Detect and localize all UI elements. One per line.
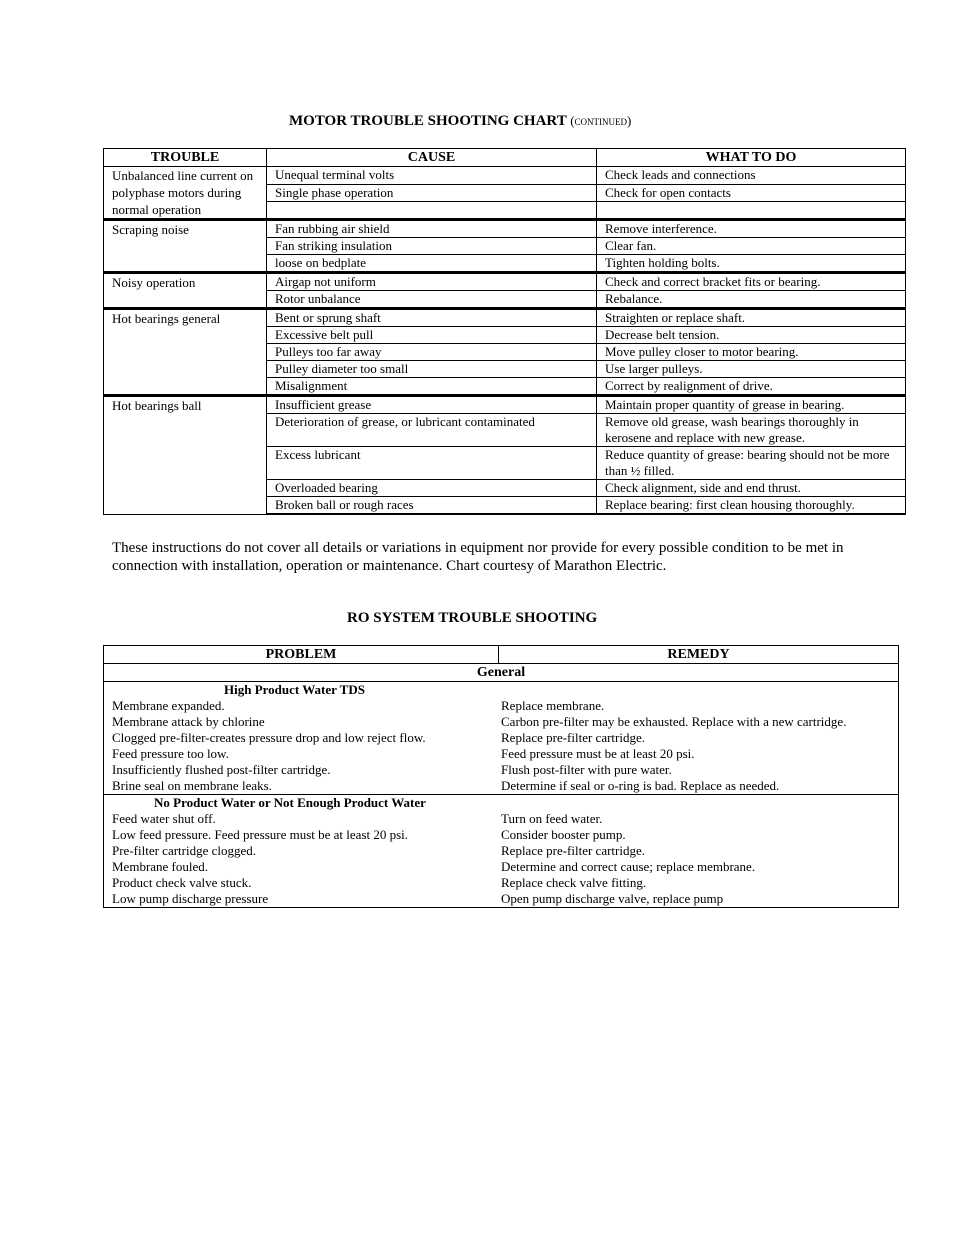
ro-section — [104, 682, 899, 795]
problem-text: Membrane fouled. — [112, 859, 209, 874]
remedy-text: Feed pressure must be at least 20 psi. — [501, 746, 695, 761]
motor-table-body — [104, 167, 906, 515]
cause-cell: Pulleys too far away — [267, 344, 597, 361]
cause-cell: Insufficient grease — [267, 396, 597, 414]
disclaimer-paragraph: These instructions do not cover all details or variations in equipment nor provide for every possible condition to be met in connection with installation, operation or maintenance. Chart courtesy of Marathon Electric. — [112, 540, 844, 574]
trouble-cell: Scraping noise — [104, 220, 267, 273]
motor-chart-title — [289, 113, 631, 130]
remedy-text: Replace pre-filter cartridge. — [501, 730, 645, 745]
remedy-text: Carbon pre-filter may be exhausted. Replace with a new cartridge. — [501, 714, 847, 729]
ro-section-cell — [104, 682, 899, 795]
ro-subsection-title: No Product Water or Not Enough Product Water — [154, 795, 426, 810]
remedy-text: Determine and correct cause; replace membrane. — [501, 859, 756, 874]
remedy-text: Consider booster pump. — [501, 827, 626, 842]
trouble-cell: Unbalanced line current on polyphase motors during normal operation — [104, 167, 267, 220]
table-row — [104, 309, 906, 327]
what-to-do-cell: Check for open contacts — [597, 184, 906, 202]
what-to-do-cell: Maintain proper quantity of grease in bearing. — [597, 396, 906, 414]
remedy-text: Open pump discharge valve, replace pump — [501, 891, 724, 906]
what-to-do-cell: Move pulley closer to motor bearing. — [597, 344, 906, 361]
problem-text: Insufficiently flushed post-filter cartridge. — [112, 762, 331, 777]
cause-cell: Excess lubricant — [267, 447, 597, 480]
problem-column — [112, 795, 501, 907]
header-cause: CAUSE — [267, 149, 597, 167]
header-problem: PROBLEM — [104, 646, 499, 664]
table-row — [104, 167, 906, 185]
what-to-do-cell: Use larger pulleys. — [597, 361, 906, 378]
header-what-to-do: WHAT TO DO — [597, 149, 906, 167]
what-to-do-cell: Straighten or replace shaft. — [597, 309, 906, 327]
motor-chart-title-continued: (continued) — [570, 113, 632, 128]
ro-trouble-table — [103, 645, 899, 908]
remedy-text: Replace pre-filter cartridge. — [501, 843, 645, 858]
what-to-do-cell: Rebalance. — [597, 291, 906, 309]
what-to-do-cell: Check alignment, side and end thrust. — [597, 480, 906, 497]
what-to-do-cell: Tighten holding bolts. — [597, 255, 906, 273]
ro-section-label: General — [104, 664, 899, 682]
header-trouble: TROUBLE — [104, 149, 267, 167]
cause-cell: Deterioration of grease, or lubricant contaminated — [267, 414, 597, 447]
table-row — [104, 273, 906, 291]
cause-cell: Unequal terminal volts — [267, 167, 597, 185]
what-to-do-cell — [597, 202, 906, 220]
problem-text: Low feed pressure. Feed pressure must be at least 20 psi. — [112, 827, 409, 842]
ro-header-row — [104, 646, 899, 664]
remedy-text: Replace membrane. — [501, 698, 605, 713]
trouble-cell: Hot bearings ball — [104, 396, 267, 515]
problem-text: Product check valve stuck. — [112, 875, 252, 890]
table-row — [104, 220, 906, 238]
problem-text: Feed pressure too low. — [112, 746, 229, 761]
what-to-do-cell: Clear fan. — [597, 238, 906, 255]
cause-cell: Misalignment — [267, 378, 597, 396]
ro-subsection-title: High Product Water TDS — [224, 682, 365, 697]
cause-cell: Rotor unbalance — [267, 291, 597, 309]
remedy-text: Turn on feed water. — [501, 811, 603, 826]
motor-header-row — [104, 149, 906, 167]
what-to-do-cell: Replace bearing: first clean housing thoroughly. — [597, 497, 906, 515]
ro-chart-title: RO SYSTEM TROUBLE SHOOTING — [347, 610, 598, 626]
problem-text: Membrane attack by chlorine — [112, 714, 265, 729]
cause-cell: Excessive belt pull — [267, 327, 597, 344]
problem-text: Clogged pre-filter-creates pressure drop and low reject flow. — [112, 730, 426, 745]
problem-text: Feed water shut off. — [112, 811, 216, 826]
table-row — [104, 396, 906, 414]
what-to-do-cell: Correct by realignment of drive. — [597, 378, 906, 396]
cause-cell: Single phase operation — [267, 184, 597, 202]
ro-section-row — [104, 664, 899, 682]
problem-column — [112, 682, 501, 794]
cause-cell — [267, 202, 597, 220]
what-to-do-cell: Reduce quantity of grease: bearing should not be more than ½ filled. — [597, 447, 906, 480]
what-to-do-cell: Check and correct bracket fits or bearing. — [597, 273, 906, 291]
what-to-do-cell: Remove interference. — [597, 220, 906, 238]
cause-cell: Broken ball or rough races — [267, 497, 597, 515]
remedy-column — [501, 795, 890, 907]
problem-text: Low pump discharge pressure — [112, 891, 269, 906]
motor-trouble-table — [103, 148, 906, 515]
trouble-cell: Noisy operation — [104, 273, 267, 309]
cause-cell: loose on bedplate — [267, 255, 597, 273]
remedy-text: Flush post-filter with pure water. — [501, 762, 672, 777]
header-remedy: REMEDY — [499, 646, 899, 664]
what-to-do-cell: Check leads and connections — [597, 167, 906, 185]
cause-cell: Airgap not uniform — [267, 273, 597, 291]
problem-text: Membrane expanded. — [112, 698, 225, 713]
what-to-do-cell: Remove old grease, wash bearings thoroughly in kerosene and replace with new grease. — [597, 414, 906, 447]
ro-section-cell — [104, 795, 899, 908]
ro-table-body — [104, 682, 899, 908]
cause-cell: Bent or sprung shaft — [267, 309, 597, 327]
remedy-text: Determine if seal or o-ring is bad. Replace as needed. — [501, 778, 780, 793]
what-to-do-cell: Decrease belt tension. — [597, 327, 906, 344]
trouble-cell: Hot bearings general — [104, 309, 267, 396]
problem-text: Pre-filter cartridge clogged. — [112, 843, 257, 858]
cause-cell: Pulley diameter too small — [267, 361, 597, 378]
cause-cell: Overloaded bearing — [267, 480, 597, 497]
problem-text: Brine seal on membrane leaks. — [112, 778, 272, 793]
cause-cell: Fan striking insulation — [267, 238, 597, 255]
motor-chart-title-text: MOTOR TROUBLE SHOOTING CHART — [289, 113, 567, 129]
ro-section — [104, 795, 899, 908]
remedy-column — [501, 682, 890, 794]
remedy-text: Replace check valve fitting. — [501, 875, 647, 890]
cause-cell: Fan rubbing air shield — [267, 220, 597, 238]
